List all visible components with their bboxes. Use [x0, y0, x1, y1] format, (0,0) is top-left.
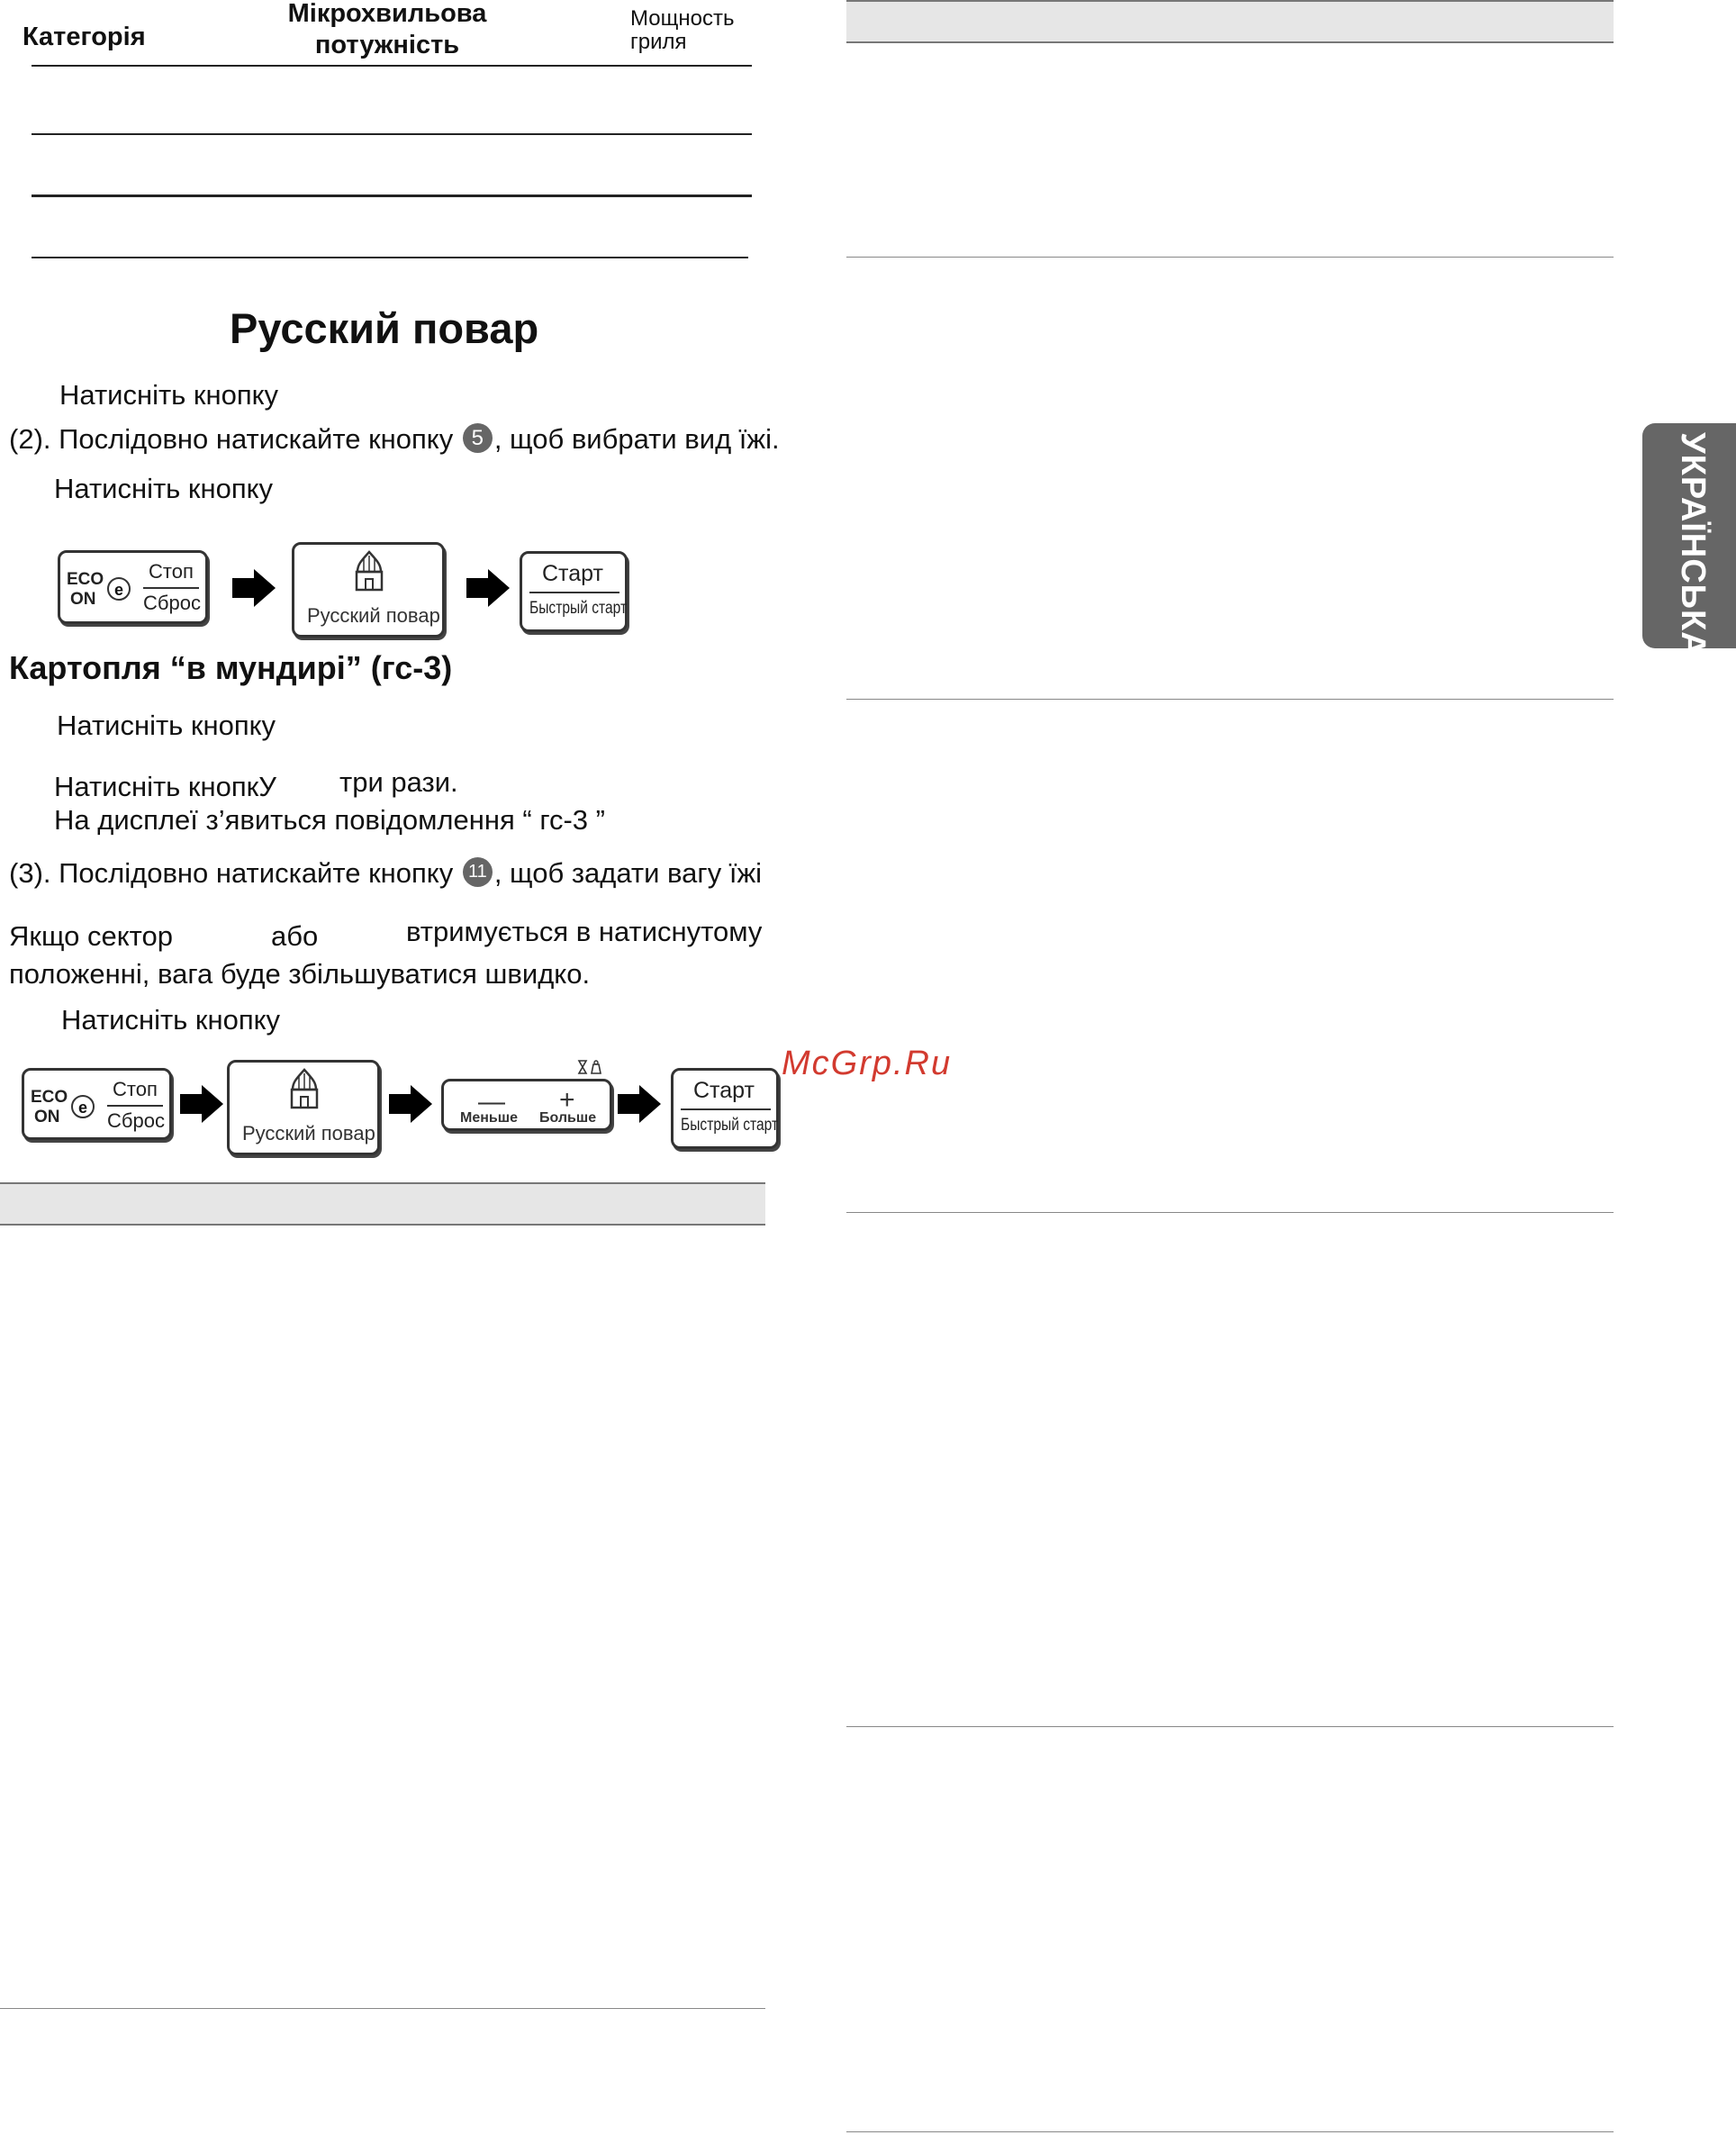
less-label: Меньше	[460, 1110, 518, 1126]
section-divider	[0, 2008, 765, 2009]
instruction-part: , щоб вибрати вид їжі.	[493, 423, 780, 455]
table-rule	[32, 133, 752, 135]
onion-dome-icon	[352, 550, 386, 593]
minus-sign: —	[478, 1087, 505, 1117]
arrow-right-icon	[180, 1085, 223, 1123]
section-divider	[846, 257, 1614, 258]
table-header-grill-line1: Мощность	[630, 6, 735, 31]
instruction-text: Натисніть кнопку	[57, 710, 276, 741]
eco-label: ECO	[31, 1088, 68, 1107]
watermark: McGrp.Ru	[782, 1045, 953, 1082]
start-label: Старт	[542, 561, 603, 586]
language-tab-label: УКРАЇНСЬКА	[1674, 432, 1712, 657]
start-button[interactable]	[520, 551, 628, 632]
instruction-text: На дисплеї з’явиться повідомлення “ гс-3 ”	[54, 804, 605, 836]
instruction-text: три рази.	[339, 766, 458, 798]
section-title-russian-cook: Русский повар	[230, 304, 539, 352]
quick-start-label: Быстрый старт	[529, 599, 628, 618]
table-header-microwave-line2: потужність	[314, 30, 460, 59]
stop-label: Стоп	[113, 1078, 158, 1100]
instruction-text: Натисніть кнопку	[61, 1004, 281, 1036]
arrow-right-icon	[232, 569, 276, 607]
divider	[681, 1108, 771, 1110]
section-divider	[846, 699, 1614, 700]
table-header-microwave	[270, 0, 504, 61]
arrow-right-icon	[389, 1085, 432, 1123]
russian-cook-label: Русский повар	[242, 1122, 375, 1144]
russian-cook-button[interactable]	[227, 1060, 380, 1155]
instruction-text: або	[271, 920, 319, 952]
eco-leaf-icon: e	[71, 1095, 95, 1118]
instruction-text: Якщо сектор	[9, 920, 173, 952]
table-rule	[32, 65, 752, 67]
russian-cook-button[interactable]	[292, 542, 445, 638]
instruction-text: положенні, вага буде збільшуватися швидко.	[9, 958, 591, 990]
section-divider	[846, 1726, 1614, 1727]
instruction-part: (2). Послідовно натискайте кнопку	[9, 423, 454, 455]
instruction-text	[9, 425, 780, 456]
quick-start-label: Быстрый старт	[681, 1116, 779, 1135]
button-number-badge: 11	[463, 857, 493, 887]
divider	[529, 592, 619, 593]
weight-time-icon	[576, 1059, 603, 1075]
on-label: ON	[70, 590, 96, 609]
more-label: Больше	[539, 1110, 597, 1126]
section-divider	[846, 1212, 1614, 1213]
table-header-grill-line2: гриля	[630, 30, 687, 55]
table-rule	[32, 195, 752, 197]
divider	[143, 587, 199, 589]
section-header-bar	[0, 1182, 765, 1226]
on-label: ON	[34, 1108, 60, 1126]
eco-stop-button[interactable]	[58, 550, 208, 624]
start-label: Старт	[693, 1078, 755, 1103]
instruction-part: (3). Послідовно натискайте кнопку	[9, 857, 454, 889]
divider	[107, 1105, 163, 1107]
arrow-right-icon	[466, 569, 510, 607]
reset-label: Сброс	[143, 592, 201, 614]
eco-stop-button[interactable]	[22, 1068, 172, 1140]
arrow-right-icon	[618, 1085, 661, 1123]
table-header-microwave-line1: Мікрохвильова	[287, 0, 487, 28]
less-more-button[interactable]	[441, 1079, 612, 1131]
table-header-category: Категорія	[23, 23, 146, 51]
stop-label: Стоп	[149, 560, 194, 583]
plus-sign: +	[559, 1085, 575, 1115]
onion-dome-icon	[287, 1068, 321, 1111]
eco-label: ECO	[67, 570, 104, 589]
reset-label: Сброс	[107, 1109, 165, 1132]
russian-cook-label: Русский повар	[307, 604, 440, 627]
eco-leaf-icon: e	[107, 577, 131, 601]
start-button[interactable]	[671, 1068, 779, 1149]
instruction-text: втримується в натиснутому	[406, 916, 763, 947]
instruction-text: Натисніть кнопку	[59, 379, 279, 411]
instruction-text	[9, 859, 762, 890]
section-header-bar	[846, 0, 1614, 43]
table-header-grill	[630, 7, 734, 55]
instruction-text: Натисніть кнопкУ	[54, 771, 276, 802]
button-number-badge: 5	[463, 423, 493, 453]
section-divider	[846, 2131, 1614, 2132]
table-rule	[32, 257, 748, 258]
section-title-potato: Картопля “в мундирі” (гс-3)	[9, 649, 453, 686]
instruction-part: , щоб задати вагу їжі	[493, 857, 763, 889]
instruction-text: Натисніть кнопку	[54, 473, 274, 504]
